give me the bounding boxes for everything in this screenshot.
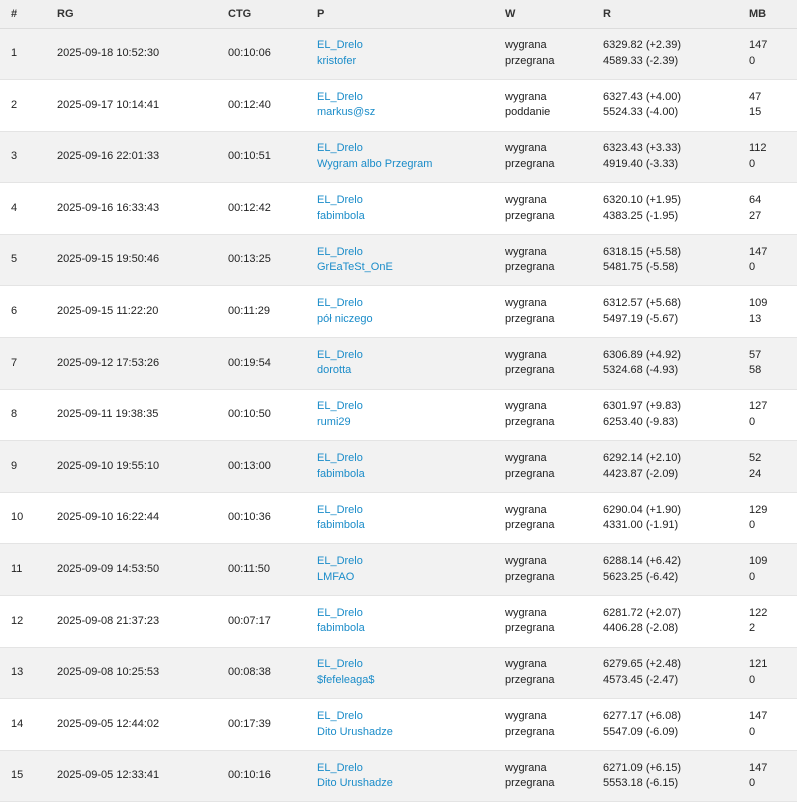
rating-2: 4589.33 (-2.39) (603, 54, 679, 67)
row-mb (749, 234, 797, 286)
row-results (505, 80, 603, 132)
row-mb (749, 80, 797, 132)
row-date: 2025-09-12 17:53:26 (57, 356, 160, 369)
header-mb: MB (749, 7, 767, 20)
result-1: wygrana (505, 555, 547, 568)
row-mb (749, 28, 797, 80)
row-mb (749, 441, 797, 493)
row-number: 3 (11, 150, 18, 163)
row-date: 2025-09-09 14:53:50 (57, 562, 160, 575)
row-players (317, 544, 505, 596)
result-2: poddanie (505, 106, 551, 119)
player-link-1[interactable]: EL_Drelo (317, 39, 363, 52)
player-link-1[interactable]: EL_Drelo (317, 710, 363, 723)
player-link-1[interactable]: EL_Drelo (317, 194, 363, 207)
row-date: 2025-09-05 12:33:41 (57, 769, 160, 782)
header-rg: RG (57, 7, 74, 20)
rating-1: 6312.57 (+5.68) (603, 297, 681, 310)
rating-2: 4573.45 (-2.47) (603, 673, 679, 686)
row-players (317, 699, 505, 751)
mb-1: 147 (749, 761, 768, 774)
table-row (0, 183, 797, 235)
table-header (0, 0, 797, 28)
result-1: wygrana (505, 658, 547, 671)
player-link-1[interactable]: EL_Drelo (317, 606, 363, 619)
result-1: wygrana (505, 710, 547, 723)
player-link-1[interactable]: EL_Drelo (317, 503, 363, 516)
row-mb (749, 492, 797, 544)
mb-2: 0 (749, 725, 756, 738)
row-ratings (603, 699, 749, 751)
row-results (505, 234, 603, 286)
row-ratings (603, 338, 749, 390)
row-players (317, 131, 505, 183)
mb-1: 122 (749, 606, 768, 619)
row-results (505, 699, 603, 751)
mb-1: 52 (749, 452, 762, 465)
row-date: 2025-09-08 10:25:53 (57, 666, 160, 679)
row-players (317, 389, 505, 441)
mb-2: 0 (749, 157, 756, 170)
row-duration: 00:12:40 (228, 98, 271, 111)
player-link-2[interactable]: fabimbola (317, 519, 365, 532)
player-link-2[interactable]: Wygram albo Przegram (317, 157, 433, 170)
row-duration: 00:10:51 (228, 150, 271, 163)
mb-1: 147 (749, 710, 768, 723)
table-row (0, 441, 797, 493)
row-date: 2025-09-17 10:14:41 (57, 98, 160, 111)
row-ratings (603, 28, 749, 80)
row-duration: 00:12:42 (228, 201, 271, 214)
result-2: przegrana (505, 261, 555, 274)
row-duration: 00:07:17 (228, 614, 271, 627)
mb-2: 0 (749, 673, 756, 686)
row-duration: 00:10:16 (228, 769, 271, 782)
header-w: W (505, 7, 516, 20)
row-number: 2 (11, 98, 18, 111)
mb-1: 64 (749, 194, 762, 207)
table-body (0, 28, 797, 802)
row-players (317, 492, 505, 544)
table-row (0, 286, 797, 338)
header-ctg: CTG (228, 7, 252, 20)
result-1: wygrana (505, 606, 547, 619)
result-1: wygrana (505, 245, 547, 258)
player-link-2[interactable]: pół niczego (317, 312, 373, 325)
row-players (317, 596, 505, 648)
rating-1: 6277.17 (+6.08) (603, 710, 681, 723)
row-number: 15 (11, 769, 24, 782)
player-link-1[interactable]: EL_Drelo (317, 761, 363, 774)
row-ratings (603, 286, 749, 338)
result-1: wygrana (505, 90, 547, 103)
mb-2: 0 (749, 777, 756, 790)
row-date: 2025-09-05 12:44:02 (57, 717, 160, 730)
table-row (0, 338, 797, 390)
row-number: 6 (11, 305, 18, 318)
row-results (505, 441, 603, 493)
row-results (505, 647, 603, 699)
rating-1: 6271.09 (+6.15) (603, 761, 681, 774)
row-results (505, 286, 603, 338)
player-link-1[interactable]: EL_Drelo (317, 90, 363, 103)
table-row (0, 80, 797, 132)
rating-2: 5324.68 (-4.93) (603, 364, 679, 377)
row-date: 2025-09-08 21:37:23 (57, 614, 160, 627)
result-2: przegrana (505, 570, 555, 583)
row-duration: 00:13:00 (228, 459, 271, 472)
rating-1: 6329.82 (+2.39) (603, 39, 681, 52)
mb-1: 127 (749, 400, 768, 413)
row-mb (749, 389, 797, 441)
row-ratings (603, 492, 749, 544)
row-mb (749, 699, 797, 751)
rating-1: 6288.14 (+6.42) (603, 555, 681, 568)
row-number: 10 (11, 511, 24, 524)
rating-2: 6253.40 (-9.83) (603, 415, 679, 428)
rating-2: 4919.40 (-3.33) (603, 157, 679, 170)
row-date: 2025-09-11 19:38:35 (57, 408, 159, 421)
result-1: wygrana (505, 400, 547, 413)
result-1: wygrana (505, 142, 547, 155)
mb-1: 57 (749, 348, 762, 361)
row-duration: 00:11:29 (228, 305, 271, 318)
row-ratings (603, 234, 749, 286)
row-mb (749, 750, 797, 802)
row-duration: 00:13:25 (228, 253, 271, 266)
rating-1: 6290.04 (+1.90) (603, 503, 681, 516)
row-number: 14 (11, 717, 24, 730)
result-2: przegrana (505, 157, 555, 170)
row-duration: 00:11:50 (228, 562, 271, 575)
table-row (0, 647, 797, 699)
player-link-2[interactable]: fabimbola (317, 622, 365, 635)
result-2: przegrana (505, 777, 555, 790)
mb-2: 13 (749, 312, 762, 325)
rating-2: 4331.00 (-1.91) (603, 519, 679, 532)
row-ratings (603, 544, 749, 596)
player-link-2[interactable]: LMFAO (317, 570, 355, 583)
row-results (505, 389, 603, 441)
mb-2: 27 (749, 209, 762, 222)
result-2: przegrana (505, 415, 555, 428)
row-duration: 00:10:06 (228, 47, 271, 60)
result-1: wygrana (505, 452, 547, 465)
row-number: 12 (11, 614, 24, 627)
rating-1: 6301.97 (+9.83) (603, 400, 681, 413)
row-players (317, 28, 505, 80)
player-link-1[interactable]: EL_Drelo (317, 400, 363, 413)
mb-2: 0 (749, 519, 756, 532)
rating-1: 6327.43 (+4.00) (603, 90, 681, 103)
player-link-2[interactable]: Dito Urushadze (317, 725, 393, 738)
row-ratings (603, 80, 749, 132)
rating-2: 5481.75 (-5.58) (603, 261, 679, 274)
result-1: wygrana (505, 503, 547, 516)
player-link-2[interactable]: $fefeleaga$ (317, 673, 375, 686)
rating-1: 6279.65 (+2.48) (603, 658, 681, 671)
result-2: przegrana (505, 622, 555, 635)
player-link-1[interactable]: EL_Drelo (317, 452, 363, 465)
row-number: 11 (11, 562, 23, 575)
row-duration: 00:19:54 (228, 356, 271, 369)
header-p: P (317, 7, 325, 20)
row-number: 7 (11, 356, 18, 369)
player-link-1[interactable]: EL_Drelo (317, 245, 363, 258)
player-link-1[interactable]: EL_Drelo (317, 297, 363, 310)
result-2: przegrana (505, 467, 555, 480)
row-results (505, 183, 603, 235)
mb-2: 0 (749, 570, 756, 583)
row-mb (749, 338, 797, 390)
row-mb (749, 544, 797, 596)
row-ratings (603, 131, 749, 183)
rating-2: 5623.25 (-6.42) (603, 570, 679, 583)
result-1: wygrana (505, 761, 547, 774)
player-link-2[interactable]: dorotta (317, 364, 352, 377)
row-results (505, 28, 603, 80)
row-number: 9 (11, 459, 18, 472)
rating-2: 4383.25 (-1.95) (603, 209, 679, 222)
row-mb (749, 647, 797, 699)
row-players (317, 286, 505, 338)
player-link-2[interactable]: rumi29 (317, 415, 351, 428)
row-ratings (603, 647, 749, 699)
row-number: 5 (11, 253, 18, 266)
rating-1: 6318.15 (+5.58) (603, 245, 681, 258)
row-results (505, 544, 603, 596)
mb-2: 24 (749, 467, 762, 480)
result-1: wygrana (505, 297, 547, 310)
player-link-1[interactable]: EL_Drelo (317, 555, 363, 568)
mb-1: 129 (749, 503, 768, 516)
mb-2: 0 (749, 415, 756, 428)
row-date: 2025-09-10 19:55:10 (57, 459, 160, 472)
rating-2: 4423.87 (-2.09) (603, 467, 679, 480)
table-row (0, 544, 797, 596)
rating-2: 5497.19 (-5.67) (603, 312, 679, 325)
player-link-2[interactable]: Dito Urushadze (317, 777, 393, 790)
row-number: 13 (11, 666, 24, 679)
result-1: wygrana (505, 348, 547, 361)
rating-1: 6292.14 (+2.10) (603, 452, 681, 465)
mb-1: 47 (749, 90, 762, 103)
result-1: wygrana (505, 194, 547, 207)
table-row (0, 699, 797, 751)
row-date: 2025-09-16 22:01:33 (57, 150, 160, 163)
row-players (317, 80, 505, 132)
rating-2: 4406.28 (-2.08) (603, 622, 679, 635)
row-number: 8 (11, 408, 18, 421)
table-row (0, 389, 797, 441)
mb-1: 112 (749, 142, 767, 155)
rating-2: 5524.33 (-4.00) (603, 106, 679, 119)
rating-1: 6320.10 (+1.95) (603, 194, 681, 207)
row-date: 2025-09-18 10:52:30 (57, 47, 160, 60)
table-row (0, 131, 797, 183)
mb-2: 0 (749, 54, 756, 67)
row-duration: 00:08:38 (228, 666, 271, 679)
player-link-2[interactable]: markus@sz (317, 106, 376, 119)
result-2: przegrana (505, 519, 555, 532)
row-results (505, 492, 603, 544)
row-duration: 00:10:36 (228, 511, 271, 524)
row-date: 2025-09-10 16:22:44 (57, 511, 160, 524)
rating-2: 5553.18 (-6.15) (603, 777, 679, 790)
player-link-1[interactable]: EL_Drelo (317, 658, 363, 671)
mb-1: 109 (749, 555, 768, 568)
row-ratings (603, 596, 749, 648)
row-results (505, 131, 603, 183)
rating-1: 6323.43 (+3.33) (603, 142, 681, 155)
result-2: przegrana (505, 673, 555, 686)
row-players (317, 234, 505, 286)
result-2: przegrana (505, 364, 555, 377)
mb-1: 147 (749, 39, 768, 52)
result-1: wygrana (505, 39, 547, 52)
row-ratings (603, 183, 749, 235)
result-2: przegrana (505, 312, 555, 325)
player-link-1[interactable]: EL_Drelo (317, 142, 363, 155)
row-ratings (603, 441, 749, 493)
row-duration: 00:10:50 (228, 408, 271, 421)
row-date: 2025-09-15 11:22:20 (57, 305, 159, 318)
row-number: 1 (11, 47, 18, 60)
rating-1: 6281.72 (+2.07) (603, 606, 681, 619)
mb-2: 15 (749, 106, 762, 119)
row-players (317, 647, 505, 699)
mb-2: 58 (749, 364, 762, 377)
mb-1: 147 (749, 245, 768, 258)
row-players (317, 750, 505, 802)
table-row (0, 234, 797, 286)
row-mb (749, 183, 797, 235)
player-link-2[interactable]: kristofer (317, 54, 357, 67)
player-link-2[interactable]: fabimbola (317, 467, 365, 480)
player-link-1[interactable]: EL_Drelo (317, 348, 363, 361)
header-number: # (11, 7, 18, 20)
table-row (0, 596, 797, 648)
rating-1: 6306.89 (+4.92) (603, 348, 681, 361)
row-date: 2025-09-16 16:33:43 (57, 201, 160, 214)
mb-2: 2 (749, 622, 756, 635)
player-link-2[interactable]: GrEaTeSt_OnE (317, 261, 393, 274)
row-players (317, 441, 505, 493)
mb-1: 121 (749, 658, 768, 671)
row-results (505, 596, 603, 648)
row-date: 2025-09-15 19:50:46 (57, 253, 160, 266)
mb-2: 0 (749, 261, 756, 274)
row-number: 4 (11, 201, 18, 214)
row-results (505, 338, 603, 390)
table-row (0, 492, 797, 544)
row-results (505, 750, 603, 802)
result-2: przegrana (505, 725, 555, 738)
rating-2: 5547.09 (-6.09) (603, 725, 679, 738)
row-mb (749, 286, 797, 338)
header-r: R (603, 7, 611, 20)
mb-1: 109 (749, 297, 768, 310)
table-row (0, 750, 797, 802)
result-2: przegrana (505, 54, 555, 67)
result-2: przegrana (505, 209, 555, 222)
row-ratings (603, 750, 749, 802)
row-players (317, 338, 505, 390)
row-players (317, 183, 505, 235)
header-row (0, 0, 797, 28)
row-ratings (603, 389, 749, 441)
player-link-2[interactable]: fabimbola (317, 209, 365, 222)
table-row (0, 28, 797, 80)
row-mb (749, 131, 797, 183)
row-duration: 00:17:39 (228, 717, 271, 730)
row-mb (749, 596, 797, 648)
